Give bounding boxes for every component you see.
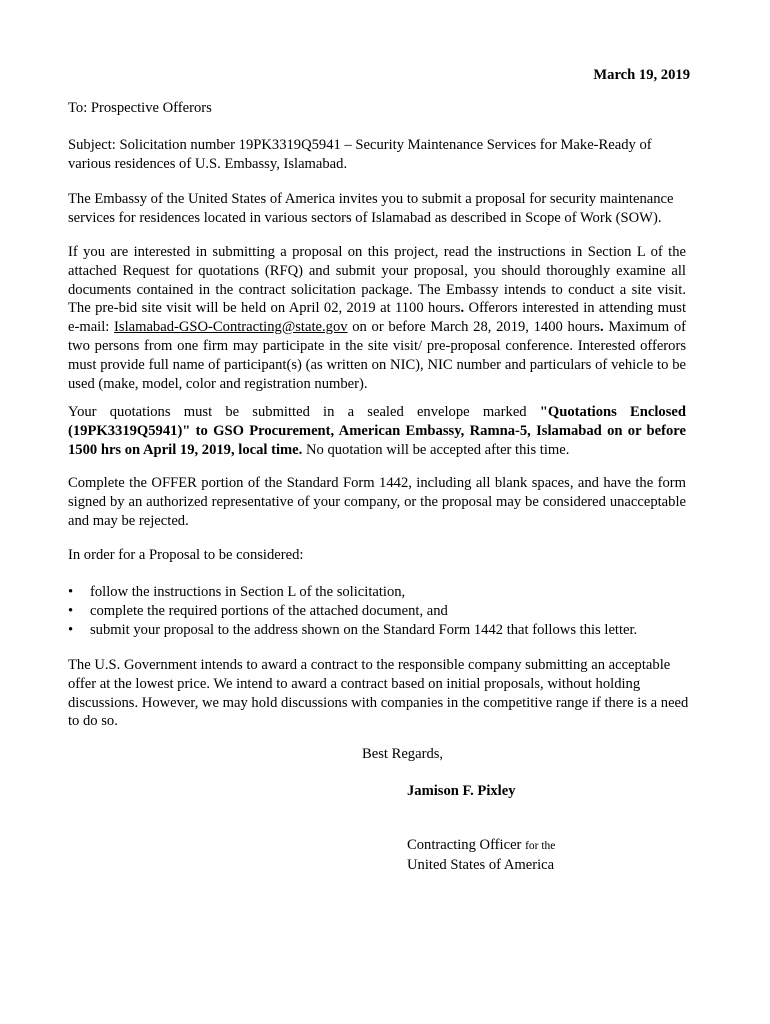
- list-item: [68, 621, 686, 640]
- closing-salutation: Best Regards,: [362, 746, 444, 762]
- submission-deadline: "Quotations Enclosed (19PK3319Q5941)" to GSO Procurement, American Embassy, Ramna-5, Islamabad on or before 1500 hrs on April 19, 2019, local time.: [68, 404, 686, 458]
- site-visit-text-4: Maximum of two persons from one firm may participate in the site visit/ pre-proposal conference. Interested offerors must provide full name of participant(s) (as written on NIC), NIC number and particulars of vehicle to be used (make, model, color and registration number).: [68, 319, 686, 392]
- bullet-icon: •: [68, 584, 74, 600]
- period-1: .: [460, 300, 465, 317]
- bullet-icon: •: [68, 621, 74, 638]
- signer-organization: United States of America: [407, 856, 555, 873]
- intro-paragraph: The Embassy of the United States of America invites you to submit a proposal for security maintenance services for residences located in various sectors of Islamabad as described in Scope of Work (SOW).: [68, 191, 674, 226]
- list-item: [68, 602, 686, 621]
- requirements-list: [68, 583, 686, 639]
- offer-paragraph: Complete the OFFER portion of the Standard Form 1442, including all blank spaces, and have the form signed by an authorized representative of your company, or the proposal may be considered unacceptable and may be rejected.: [68, 475, 686, 529]
- recipient-line: To: Prospective Offerors: [68, 100, 212, 116]
- list-item-text: complete the required portions of the attached document, and: [90, 602, 448, 619]
- site-visit-text-3: on or before March 28, 2019, 1400 hours: [347, 319, 600, 336]
- bullet-icon: •: [68, 602, 74, 619]
- site-visit-text-1: If you are interested in submitting a proposal on this project, read the instructions in Section L of the attached Request for quotations (RFQ) and submit your proposal, you should thoroughly examine all documents contained in the contract solicitation package. The Embassy intends to conduct a site visit. The pre-bid site visit will be held on April 02, 2019 at 1100 hours: [68, 244, 686, 317]
- site-visit-paragraph: [68, 243, 686, 393]
- signer-title-connector: for the: [525, 840, 556, 852]
- contact-email-link[interactable]: Islamabad-GSO-Contracting@state.gov: [114, 319, 348, 336]
- period-2: .: [599, 319, 604, 336]
- signer-name: Jamison F. Pixley: [407, 783, 516, 799]
- list-item-text: follow the instructions in Section L of the solicitation,: [90, 584, 406, 600]
- submission-text-2: No quotation will be accepted after this time.: [302, 441, 570, 458]
- subject-line: Subject: Solicitation number 19PK3319Q5941 – Security Maintenance Services for Make-Ready of various residences of U.S. Embassy, Islamabad.: [68, 137, 652, 172]
- site-visit-text-2: Offerors interested in attending must e-mail:: [68, 300, 687, 336]
- signer-title: Contracting Officer: [407, 837, 526, 853]
- letter-date: March 19, 2019: [593, 67, 690, 83]
- submission-paragraph: [68, 403, 686, 459]
- consideration-intro: In order for a Proposal to be considered:: [68, 547, 304, 563]
- signer-title-block: [407, 836, 555, 874]
- list-item: [68, 583, 686, 602]
- award-paragraph: The U.S. Government intends to award a contract to the responsible company submitting an acceptable offer at the lowest price. We intend to award a contract based on initial proposals, without holding discussions. However, we may hold discussions with companies in the competitive range if there is a need to do so.: [68, 657, 689, 730]
- submission-text-1: Your quotations must be submitted in a sealed envelope marked: [68, 404, 540, 420]
- list-item-text: submit your proposal to the address shown on the Standard Form 1442 that follows this letter.: [90, 621, 638, 638]
